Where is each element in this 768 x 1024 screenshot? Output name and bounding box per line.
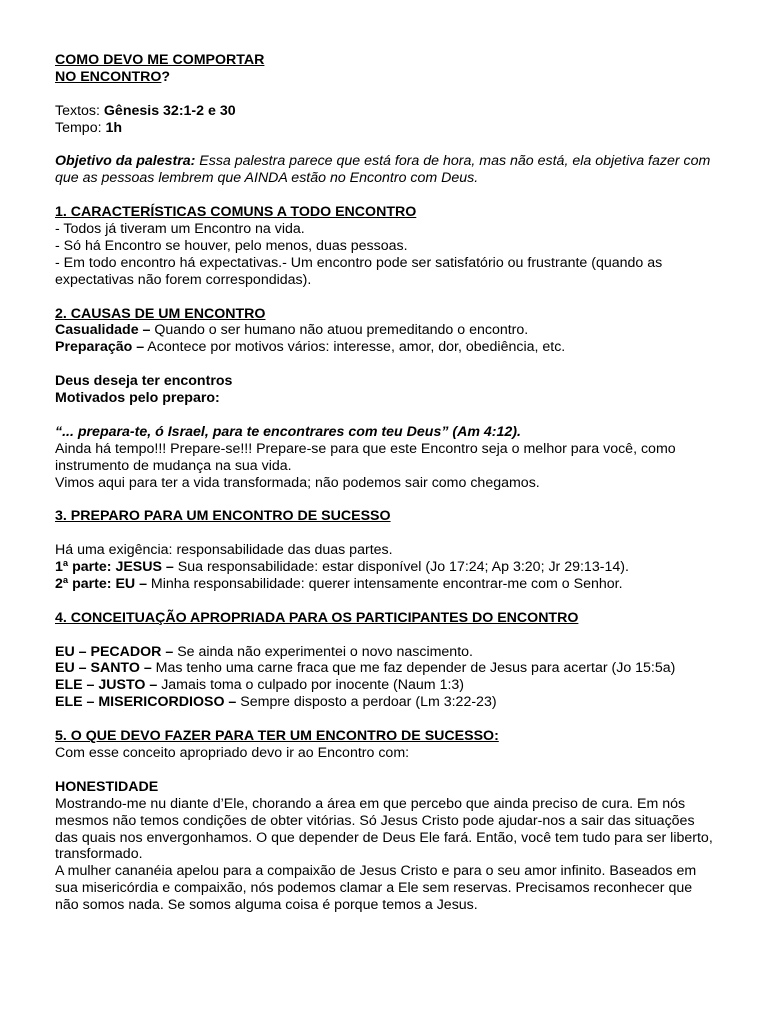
section-4-heading: 4. CONCEITUAÇÃO APROPRIADA PARA OS PARTICIPANTES DO ENCONTRO xyxy=(55,609,579,626)
concept-item: ELE – MISERICORDIOSO – Sempre disposto a perdoar (Lm 3:22-23) xyxy=(55,694,497,711)
section-2-heading: 2. CAUSAS DE UM ENCONTRO xyxy=(55,305,266,322)
objetivo-paragraph: Objetivo da palestra: Essa palestra parece que está fora de hora, mas não está, ela objetiva fazer com que as pessoas lembrem que AINDA estão no Encontro com Deus. xyxy=(55,153,711,187)
section-1-heading: 1. CARACTERÍSTICAS COMUNS A TODO ENCONTRO xyxy=(55,204,417,221)
list-item: - Em todo encontro há expectativas.- Um encontro pode ser satisfatório ou frustrante (quando as expectativas não forem correspondidas). xyxy=(55,254,663,288)
concept-item: EU – PECADOR – Se ainda não experimentei o novo nascimento. xyxy=(55,643,473,660)
paragraph: Ainda há tempo!!! Prepare-se!!! Prepare-se para que este Encontro seja o melhor para você, como instrumento de mudança na sua vida. xyxy=(55,440,676,474)
list-item: - Só há Encontro se houver, pelo menos, duas pessoas. xyxy=(55,237,408,254)
parte-2-line: 2ª parte: EU – Minha responsabilidade: querer intensamente encontrar-me com o Senhor. xyxy=(55,575,623,592)
preparacao-line: Preparação – Acontece por motivos vários: interesse, amor, dor, obediência, etc. xyxy=(55,339,566,356)
parte-1-line: 1ª parte: JESUS – Sua responsabilidade: estar disponível (Jo 17:24; Ap 3:20; Jr 29:13-14). xyxy=(55,559,629,576)
deus-line-2: Motivados pelo preparo: xyxy=(55,390,220,407)
paragraph: A mulher cananéia apelou para a compaixão de Jesus Cristo e para o seu amor infinito. Baseados em sua misericórdia e compaixão, nós podemos clamar a Ele sem reservas. Precisamos reconhecer que não somos nada. Se somos alguma coisa é porque temos a Jesus. xyxy=(55,863,697,914)
textos-line: Textos: Gênesis 32:1-2 e 30 xyxy=(55,102,236,119)
concept-item: ELE – JUSTO – Jamais toma o culpado por inocente (Naum 1:3) xyxy=(55,677,465,694)
tempo-line: Tempo: 1h xyxy=(55,119,123,136)
bible-quote: “... prepara-te, ó Israel, para te encontrares com teu Deus” (Am 4:12). xyxy=(55,423,521,440)
deus-line-1: Deus deseja ter encontros xyxy=(55,373,233,390)
title-line-2: NO ENCONTRO? xyxy=(55,68,171,85)
section-3-heading: 3. PREPARO PARA UM ENCONTRO DE SUCESSO xyxy=(55,508,391,525)
casualidade-line: Casualidade – Quando o ser humano não atuou premeditando o encontro. xyxy=(55,322,529,339)
concept-item: EU – SANTO – Mas tenho uma carne fraca que me faz depender de Jesus para acertar (Jo 15:5a) xyxy=(55,660,676,677)
honestidade-heading: HONESTIDADE xyxy=(55,778,159,795)
section-5-intro: Com esse conceito apropriado devo ir ao Encontro com: xyxy=(55,744,410,761)
section-5-heading: 5. O QUE DEVO FAZER PARA TER UM ENCONTRO DE SUCESSO: xyxy=(55,728,499,745)
paragraph: Vimos aqui para ter a vida transformada; não podemos sair como chegamos. xyxy=(55,474,540,491)
list-item: - Todos já tiveram um Encontro na vida. xyxy=(55,221,305,238)
section-3-intro: Há uma exigência: responsabilidade das duas partes. xyxy=(55,542,393,559)
paragraph: Mostrando-me nu diante d’Ele, chorando a área em que percebo que ainda preciso de cura. Em nós mesmos não temos condições de obter vitórias. Só Jesus Cristo pode ajudar-nos a sair das situações das quais nos envergonhamos. O que depender de Deus Ele fará. Então, você tem tudo para ser liberto, transformado. xyxy=(55,795,713,863)
document-page xyxy=(55,52,715,914)
title: COMO DEVO ME COMPORTAR xyxy=(55,52,265,68)
